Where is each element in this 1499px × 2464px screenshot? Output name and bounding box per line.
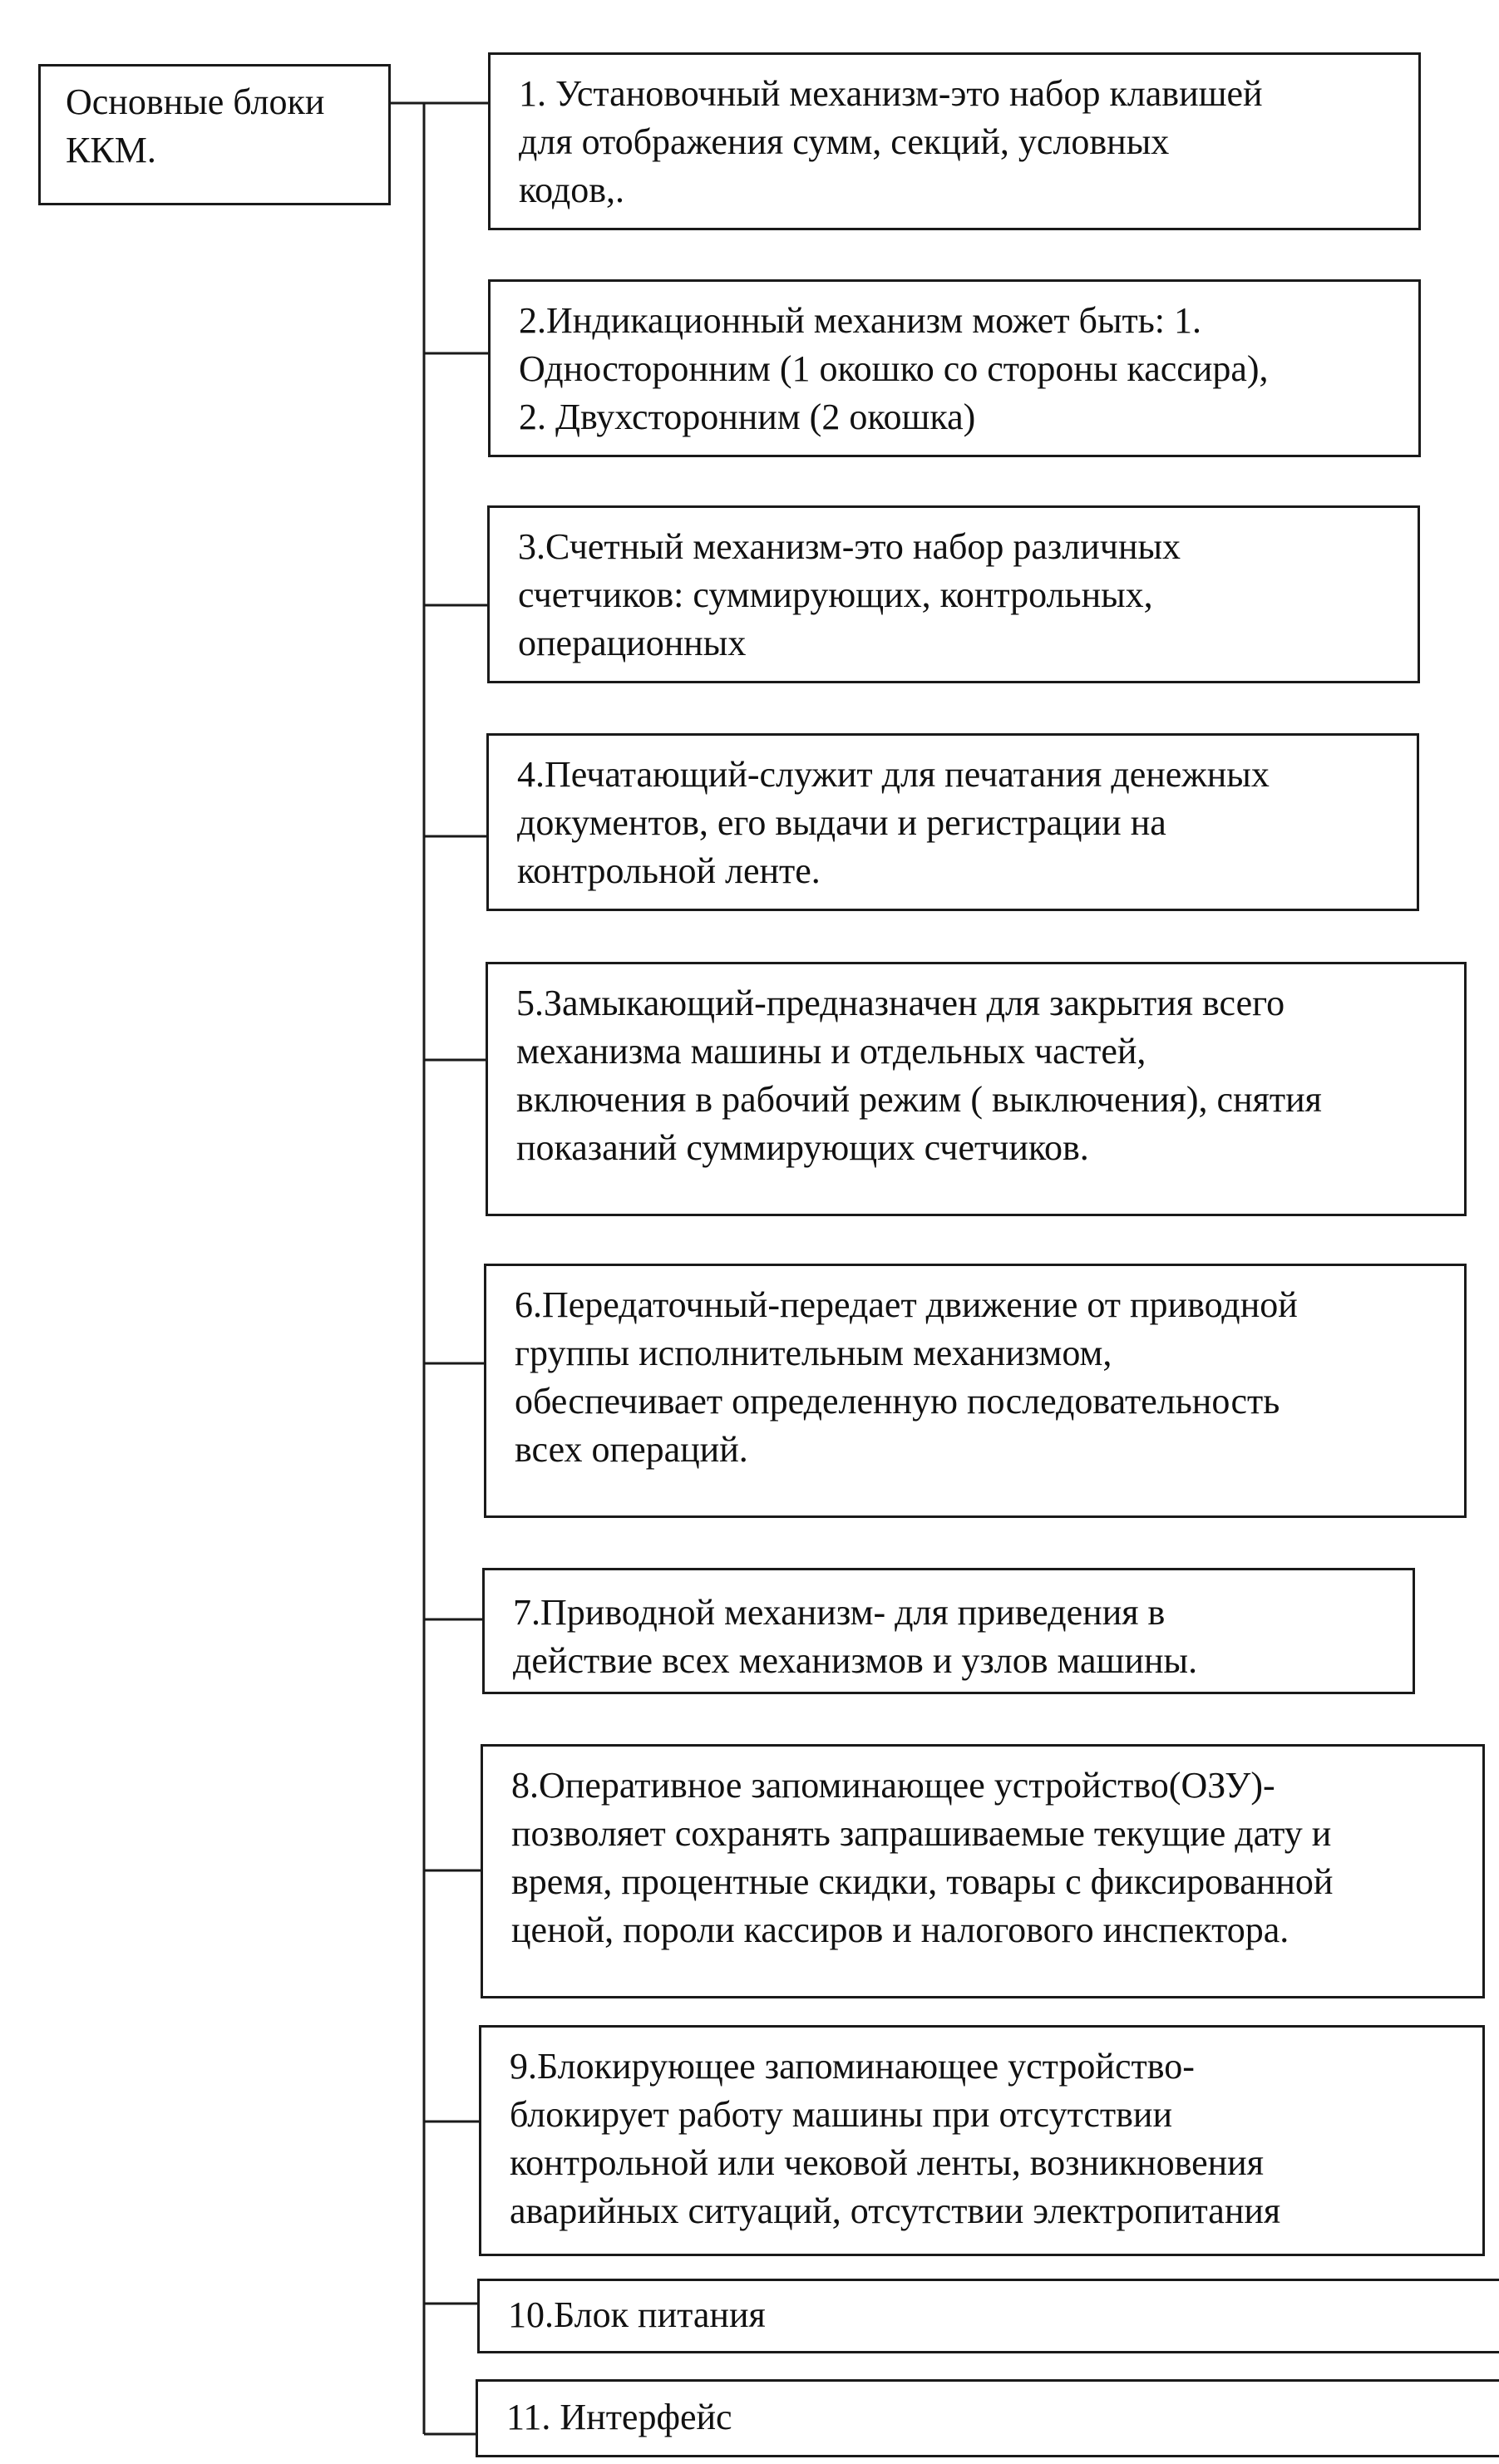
block-1-node: 1. Установочный механизм-это набор клавишей для отображения сумм, секций, условных кодов,. [488, 52, 1421, 230]
block-3-node: 3.Счетный механизм-это набор различных счетчиков: суммирующих, контрольных, операционных [487, 505, 1420, 683]
block-4-node: 4.Печатающий-служит для печатания денежных документов, его выдачи и регистрации на контрольной ленте. [486, 733, 1419, 911]
block-5-node: 5.Замыкающий-предназначен для закрытия всего механизма машины и отдельных частей, включения в рабочий режим ( выключения), снятия показаний суммирующих счетчиков. [486, 962, 1467, 1216]
block-11-node: 11. Интерфейс [476, 2379, 1499, 2457]
block-7-node: 7.Приводной механизм- для приведения в действие всех механизмов и узлов машины. [482, 1568, 1415, 1694]
root-node: Основные блоки ККМ. [38, 64, 391, 205]
block-8-node: 8.Оперативное запоминающее устройство(ОЗУ)- позволяет сохранять запрашиваемые текущие дату и время, процентные скидки, товары с фиксированной ценой, пороли кассиров и налогового инспектора. [481, 1744, 1485, 1998]
block-9-node: 9.Блокирующее запоминающее устройство- блокирует работу машины при отсутствии контрольной или чековой ленты, возникновения аварийных ситуаций, отсутствии электропитания [479, 2025, 1485, 2256]
block-10-node: 10.Блок питания [477, 2279, 1499, 2353]
block-2-node: 2.Индикационный механизм может быть: 1. Односторонним (1 окошко со стороны кассира), 2. Двухсторонним (2 окошка) [488, 279, 1421, 457]
block-6-node: 6.Передаточный-передает движение от приводной группы исполнительным механизмом, обеспечивает определенную последовательность всех операций. [484, 1264, 1467, 1518]
